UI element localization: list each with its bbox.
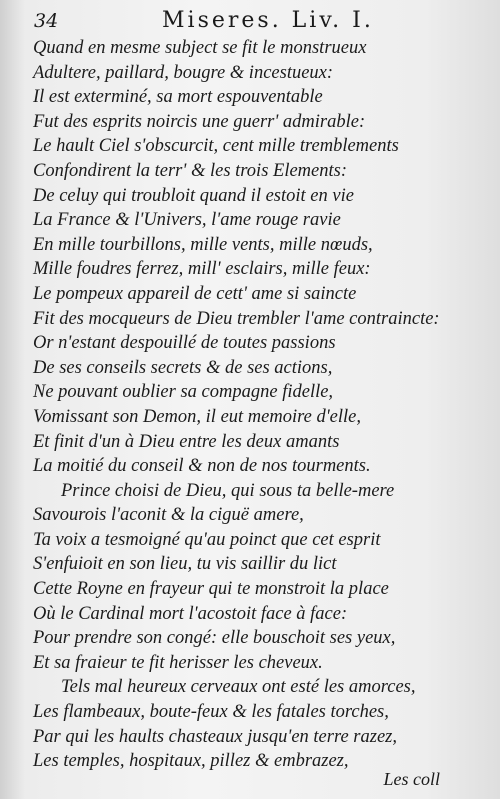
verse-line: Fit des mocqueurs de Dieu trembler l'ame contraincte: [33,308,440,329]
verse-line: Cette Royne en frayeur qui te monstroit la place [33,579,389,600]
verse-line: En mille tourbillons, mille vents, mille nœuds, [33,234,373,255]
verse-line: Les temples, hospitaux, pillez & embrazez, [33,751,349,772]
verse-line: La France & l'Univers, l'ame rouge ravie [33,210,341,231]
verse-line: Vomissant son Demon, il eut memoire d'elle, [33,406,362,427]
verse-line: Pour prendre son congé: elle bouschoit ses yeux, [33,628,396,649]
verse-line: Par qui les haults chasteaux jusqu'en terre razez, [33,726,397,747]
page-header [34,8,440,36]
verse-line: Mille foudres ferrez, mill' esclairs, mille feux: [33,259,371,280]
verse-line: Or n'estant despouillé de toutes passions [33,333,336,354]
verse-line: Les flambeaux, boute-feux & les fatales torches, [33,702,389,723]
page-number: 34 [34,10,59,32]
verse-line: Confondirent la terr' & les trois Elements: [33,160,347,181]
verse-line: Ne pouvant oublier sa compagne fidelle, [33,382,334,403]
verse-line: Adultere, paillard, bougre & incestueux: [33,62,334,83]
verse-line: De ses conseils secrets & de ses actions, [33,357,333,378]
verse-line: S'enfuioit en son lieu, tu vis saillir du lict [33,554,337,575]
verse-line: Où le Cardinal mort l'acostoit face à face: [33,603,348,624]
verse-line: Quand en mesme subject se fit le monstrueux [33,38,367,58]
running-head: Miseres. Liv. I. [162,8,374,33]
verse-line: Le pompeux appareil de cett' ame si saincte [33,283,357,304]
verse-line: Fut des esprits noircis une guerr' admirable: [33,111,366,132]
verse-line: De celuy qui troubloit quand il estoit en vie [33,185,354,206]
verse-line: Et finit d'un à Dieu entre les deux amants [33,431,340,452]
verse-line: Il est exterminé, sa mort espouventable [33,87,323,108]
verse-line: Prince choisi de Dieu, qui sous ta belle-mere [61,480,395,501]
verse-line: Ta voix a tesmoigné qu'au poinct que cet esprit [33,529,381,550]
catchword: Les coll [383,769,440,789]
verse-line: La moitié du conseil & non de nos tourments. [33,456,371,477]
verse-line: Savourois l'aconit & la ciguë amere, [33,505,304,526]
verse-line: Tels mal heureux cerveaux ont esté les amorces, [61,677,416,698]
verse-line: Et sa fraieur te fit herisser les cheveux. [33,652,323,673]
poem-text [33,36,463,774]
verse-line: Le hault Ciel s'obscurcit, cent mille tremblements [33,136,399,157]
